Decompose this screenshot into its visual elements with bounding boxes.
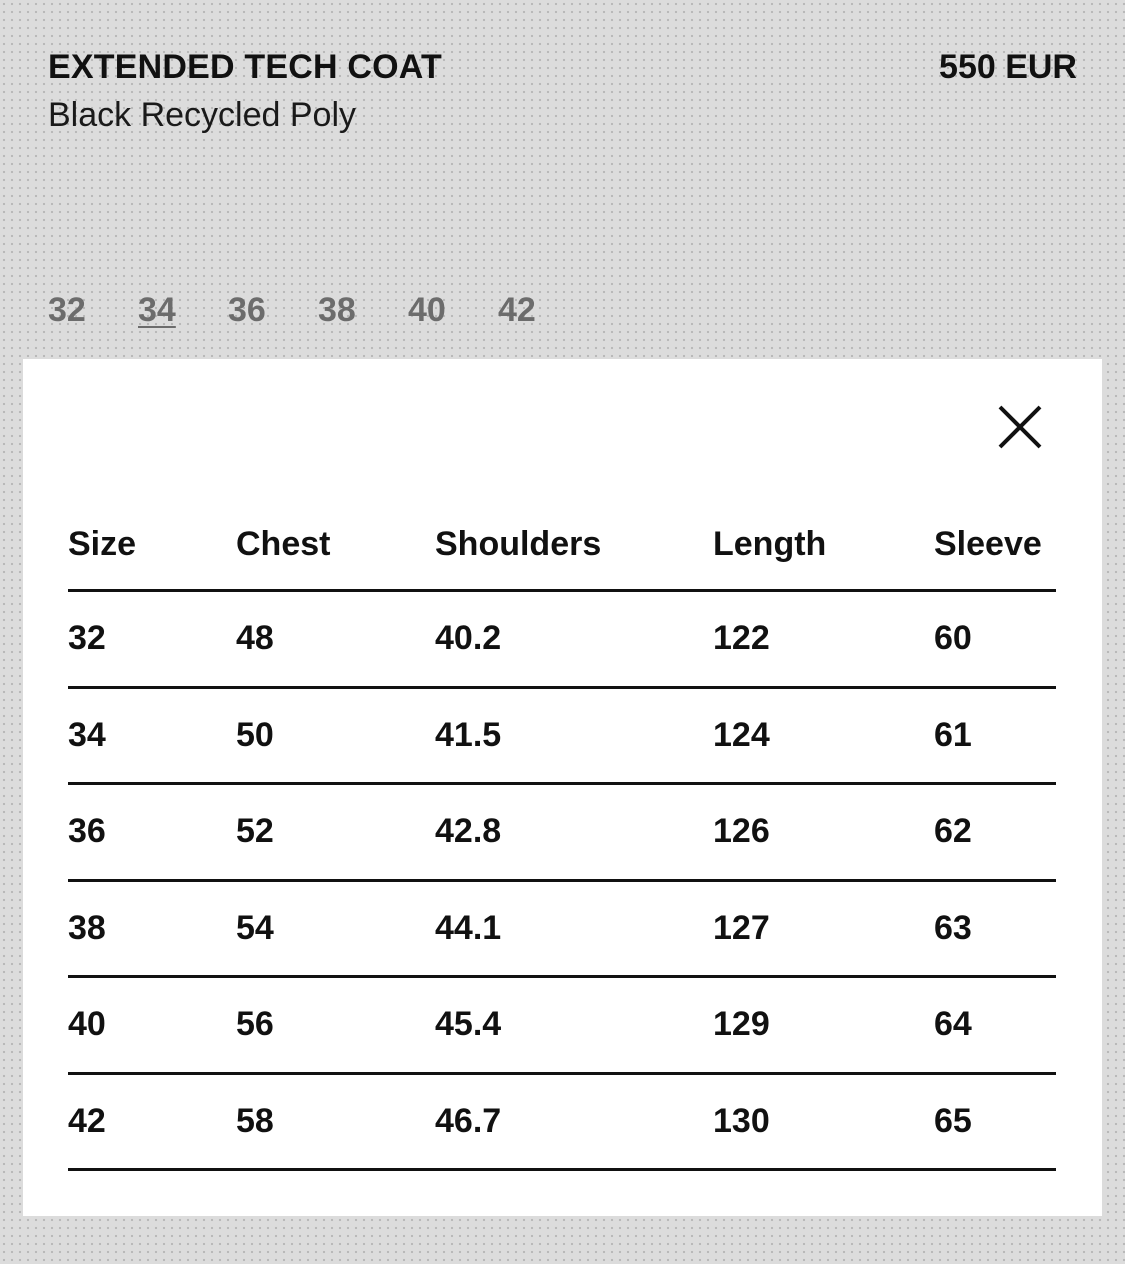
size-option-label: 34 bbox=[138, 291, 176, 329]
close-button[interactable] bbox=[992, 399, 1048, 455]
cell-length: 126 bbox=[713, 784, 934, 881]
table-row bbox=[68, 687, 1056, 784]
cell-chest: 58 bbox=[236, 1073, 435, 1170]
product-header bbox=[48, 44, 1077, 144]
cell-sleeve: 60 bbox=[934, 591, 1056, 688]
cell-size: 40 bbox=[68, 977, 236, 1074]
table-header-row bbox=[68, 499, 1056, 591]
cell-sleeve: 64 bbox=[934, 977, 1056, 1074]
cell-shoulders: 41.5 bbox=[435, 687, 713, 784]
table-row bbox=[68, 880, 1056, 977]
cell-shoulders: 40.2 bbox=[435, 591, 713, 688]
cell-length: 130 bbox=[713, 1073, 934, 1170]
cell-chest: 56 bbox=[236, 977, 435, 1074]
size-guide-modal bbox=[23, 359, 1102, 1216]
close-icon bbox=[996, 403, 1044, 451]
cell-sleeve: 63 bbox=[934, 880, 1056, 977]
cell-length: 127 bbox=[713, 880, 934, 977]
cell-shoulders: 46.7 bbox=[435, 1073, 713, 1170]
header-shoulders: Shoulders bbox=[435, 499, 713, 591]
cell-size: 34 bbox=[68, 687, 236, 784]
cell-shoulders: 44.1 bbox=[435, 880, 713, 977]
size-option-42[interactable] bbox=[498, 290, 588, 334]
table-row bbox=[68, 1073, 1056, 1170]
cell-chest: 48 bbox=[236, 591, 435, 688]
size-option-label: 32 bbox=[48, 291, 86, 329]
cell-shoulders: 42.8 bbox=[435, 784, 713, 881]
size-option-label: 38 bbox=[318, 291, 356, 329]
cell-chest: 50 bbox=[236, 687, 435, 784]
cell-size: 38 bbox=[68, 880, 236, 977]
cell-sleeve: 62 bbox=[934, 784, 1056, 881]
header-sleeve: Sleeve bbox=[934, 499, 1056, 591]
size-option-label: 42 bbox=[498, 291, 536, 329]
cell-length: 129 bbox=[713, 977, 934, 1074]
size-option-34[interactable] bbox=[138, 290, 228, 334]
size-option-40[interactable] bbox=[408, 290, 498, 334]
cell-chest: 52 bbox=[236, 784, 435, 881]
size-option-36[interactable] bbox=[228, 290, 318, 334]
size-option-label: 36 bbox=[228, 291, 266, 329]
cell-sleeve: 61 bbox=[934, 687, 1056, 784]
header-size: Size bbox=[68, 499, 236, 591]
product-price: 550 EUR bbox=[939, 48, 1077, 86]
cell-length: 122 bbox=[713, 591, 934, 688]
size-chart-table bbox=[68, 499, 1056, 1171]
cell-length: 124 bbox=[713, 687, 934, 784]
table-row bbox=[68, 784, 1056, 881]
size-selector bbox=[48, 290, 588, 334]
size-option-38[interactable] bbox=[318, 290, 408, 334]
cell-shoulders: 45.4 bbox=[435, 977, 713, 1074]
header-length: Length bbox=[713, 499, 934, 591]
size-option-label: 40 bbox=[408, 291, 446, 329]
product-title: EXTENDED TECH COAT bbox=[48, 48, 442, 86]
cell-chest: 54 bbox=[236, 880, 435, 977]
cell-size: 42 bbox=[68, 1073, 236, 1170]
table-row bbox=[68, 591, 1056, 688]
size-option-32[interactable] bbox=[48, 290, 138, 334]
cell-size: 36 bbox=[68, 784, 236, 881]
cell-size: 32 bbox=[68, 591, 236, 688]
table-row bbox=[68, 977, 1056, 1074]
product-subtitle: Black Recycled Poly bbox=[48, 96, 357, 134]
cell-sleeve: 65 bbox=[934, 1073, 1056, 1170]
header-chest: Chest bbox=[236, 499, 435, 591]
